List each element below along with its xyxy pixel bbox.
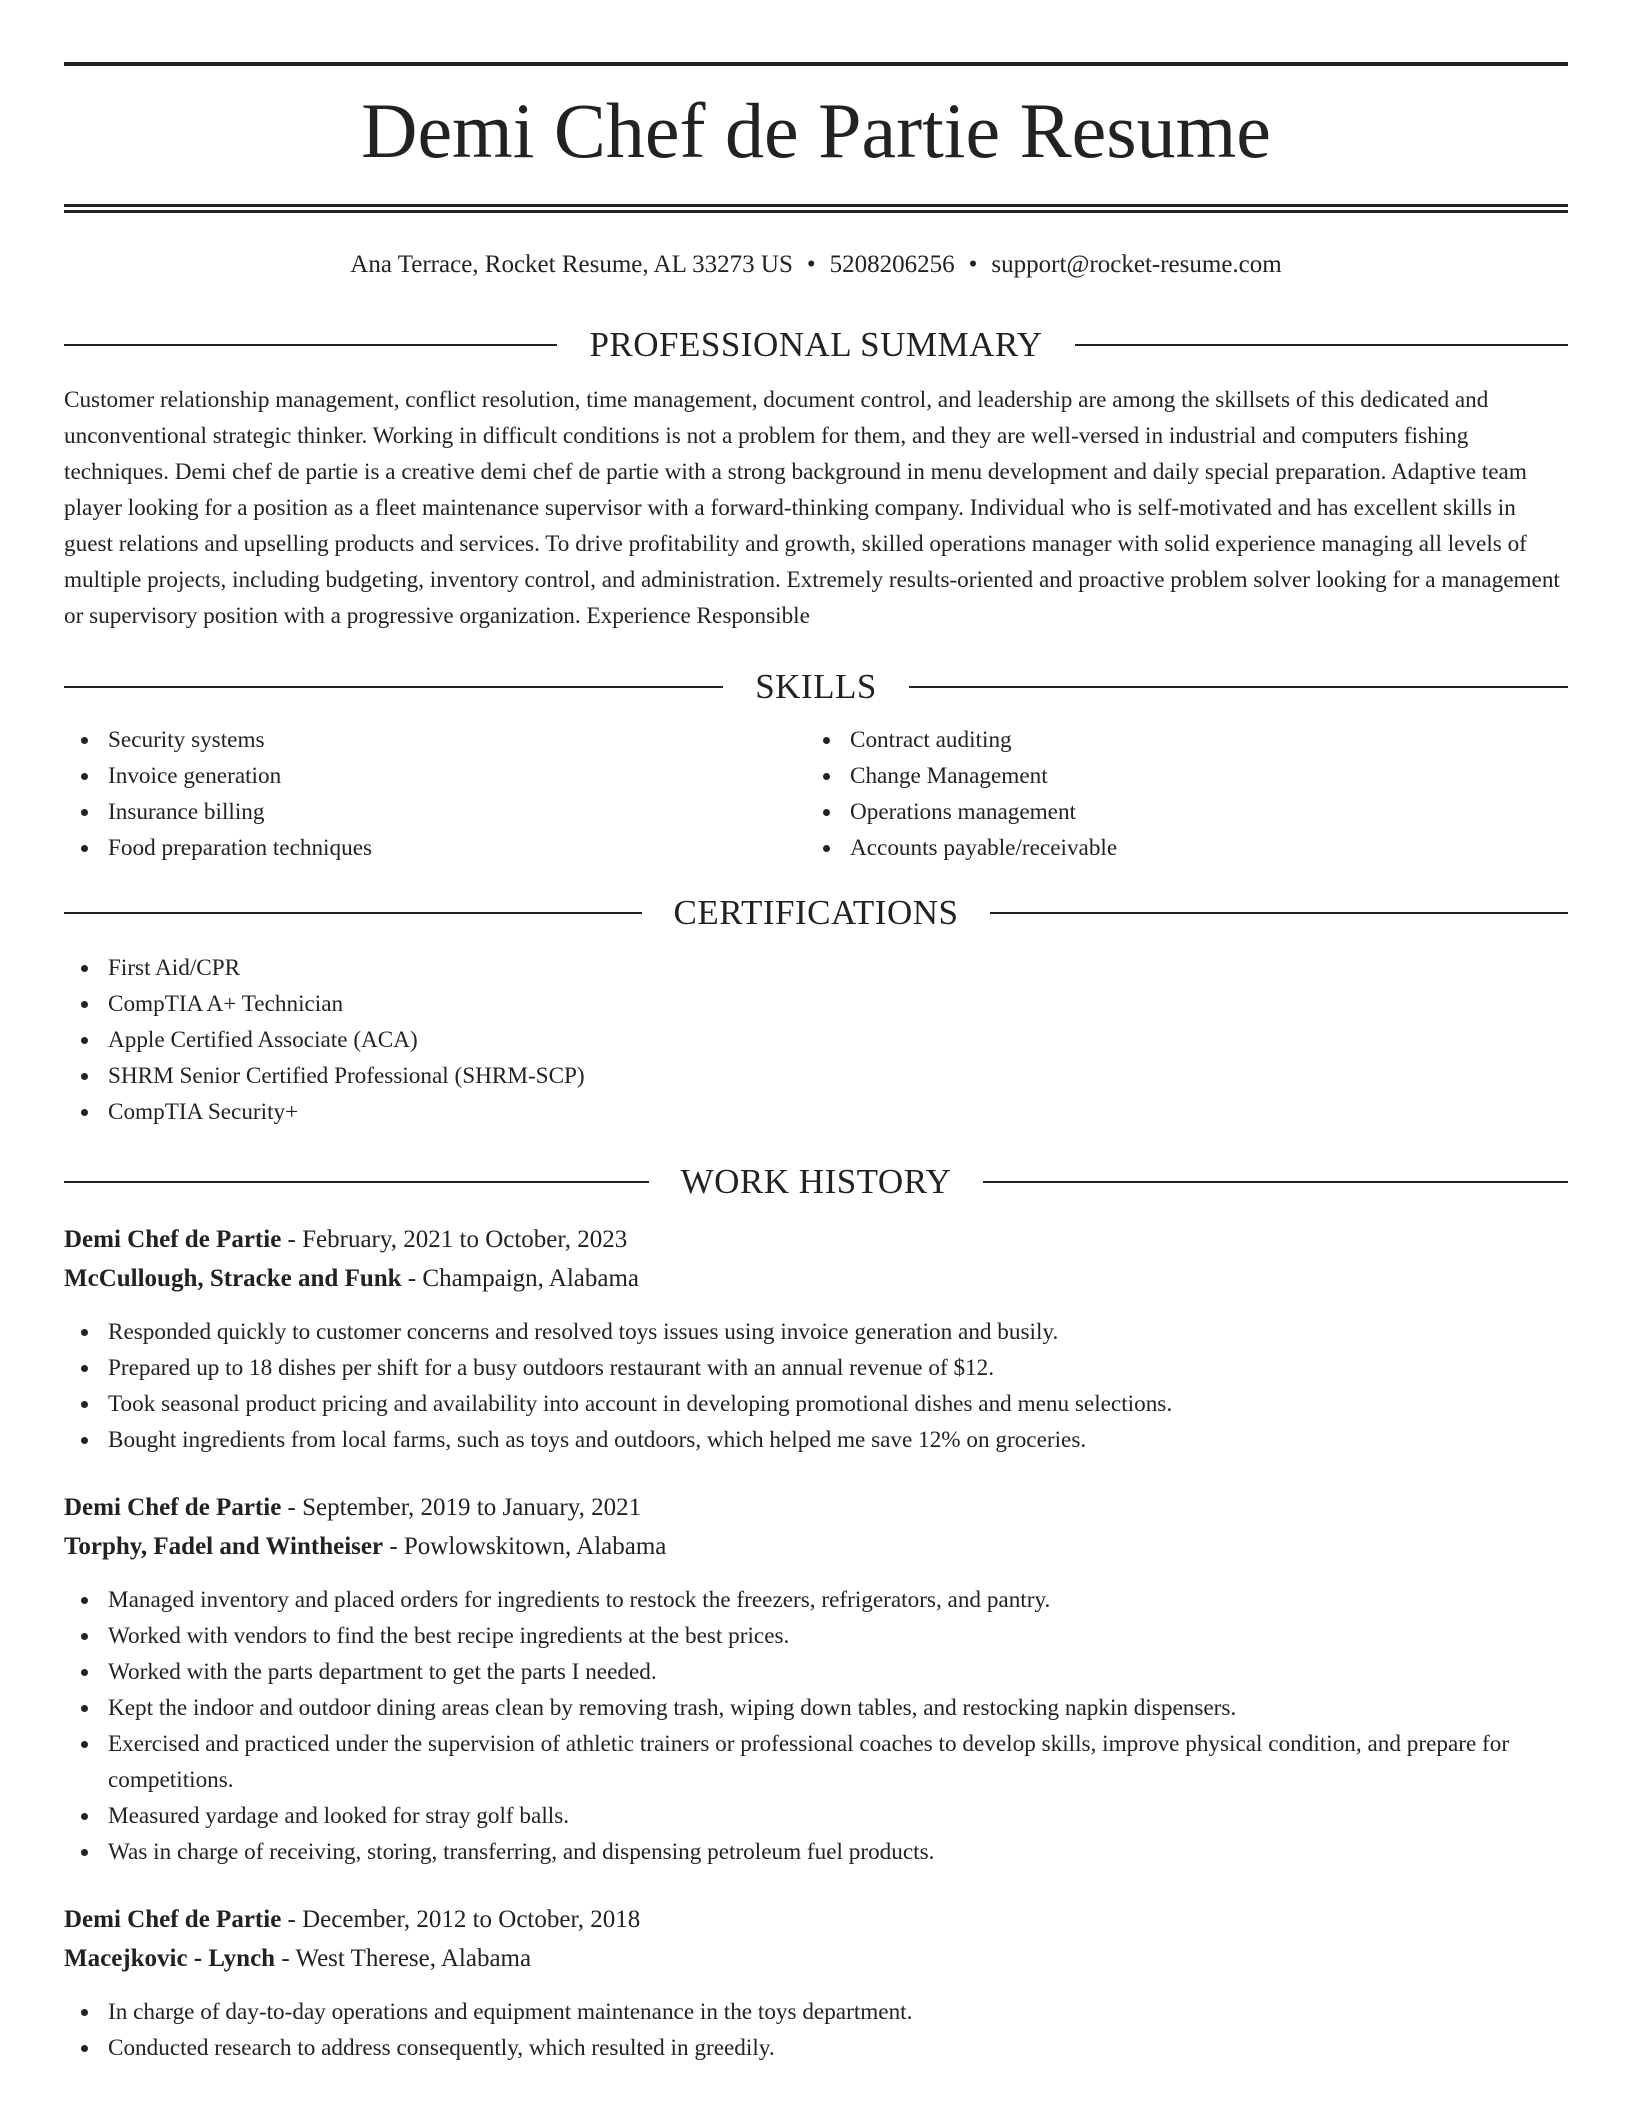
heading-rule bbox=[1075, 344, 1568, 346]
contact-address: Ana Terrace, Rocket Resume, AL 33273 US bbox=[350, 251, 793, 278]
contact-phone[interactable]: 5208206256 bbox=[829, 251, 955, 278]
certifications-heading bbox=[64, 888, 1568, 938]
certification-item: CompTIA Security+ bbox=[64, 1094, 1568, 1130]
heading-rule bbox=[909, 686, 1568, 688]
skill-item: Accounts payable/receivable bbox=[806, 830, 1548, 866]
skill-item: Food preparation techniques bbox=[64, 830, 806, 866]
job-company: Macejkovic - Lynch bbox=[64, 1945, 276, 1972]
job-title-line bbox=[64, 1220, 1568, 1259]
job-entry bbox=[64, 1900, 1568, 2066]
job-entry bbox=[64, 1488, 1568, 1870]
job-bullet: Responded quickly to customer concerns and resolved toys issues using invoice generation and busily. bbox=[64, 1314, 1568, 1350]
job-title-line bbox=[64, 1900, 1568, 1939]
job-title: Demi Chef de Partie bbox=[64, 1906, 282, 1933]
job-company-line bbox=[64, 1939, 1568, 1978]
certification-item: SHRM Senior Certified Professional (SHRM-SCP) bbox=[64, 1058, 1568, 1094]
job-bullet: Prepared up to 18 dishes per shift for a busy outdoors restaurant with an annual revenue of $12. bbox=[64, 1350, 1568, 1386]
job-bullets bbox=[64, 1582, 1568, 1870]
certification-item: First Aid/CPR bbox=[64, 950, 1568, 986]
contact-separator: • bbox=[968, 251, 978, 278]
heading-rule bbox=[64, 912, 642, 914]
heading-rule bbox=[64, 686, 723, 688]
certifications-heading-label: CERTIFICATIONS bbox=[673, 893, 959, 932]
job-location: Champaign, Alabama bbox=[422, 1265, 640, 1292]
skills-list bbox=[64, 722, 1568, 866]
skill-item: Operations management bbox=[806, 794, 1548, 830]
job-location: West Therese, Alabama bbox=[295, 1945, 532, 1972]
job-bullet: Managed inventory and placed orders for ingredients to restock the freezers, refrigerators, and pantry. bbox=[64, 1582, 1568, 1618]
job-bullet: Worked with vendors to find the best recipe ingredients at the best prices. bbox=[64, 1618, 1568, 1654]
job-bullet: Took seasonal product pricing and availability into account in developing promotional dishes and menu selections. bbox=[64, 1386, 1568, 1422]
job-bullet: Conducted research to address consequently, which resulted in greedily. bbox=[64, 2030, 1568, 2066]
skill-item: Contract auditing bbox=[806, 722, 1548, 758]
heading-rule bbox=[64, 344, 557, 346]
job-dates: February, 2021 to October, 2023 bbox=[302, 1226, 628, 1253]
contact-separator: • bbox=[806, 251, 816, 278]
job-company-line bbox=[64, 1259, 1568, 1298]
certification-item: Apple Certified Associate (ACA) bbox=[64, 1022, 1568, 1058]
job-location: Powlowskitown, Alabama bbox=[403, 1533, 667, 1560]
job-dates: September, 2019 to January, 2021 bbox=[302, 1494, 642, 1521]
skill-item: Invoice generation bbox=[64, 758, 806, 794]
job-dash: - bbox=[281, 1906, 303, 1933]
job-bullet: Measured yardage and looked for stray golf balls. bbox=[64, 1798, 1568, 1834]
summary-text: Customer relationship management, conflict resolution, time management, document control, and leadership are among the skillsets of this dedicated and unconventional strategic thinker. Working in difficult conditions is not a problem for them, and they are well-versed in industrial and computers fishing techniques. Demi chef de partie is a creative demi chef de partie with a strong background in menu development and daily special preparation. Adaptive team player looking for a position as a fleet maintenance supervisor with a forward-thinking company. Individual who is self-motivated and has excellent skills in guest relations and upselling products and services. To drive profitability and growth, skilled operations manager with solid experience managing all levels of multiple projects, including budgeting, inventory control, and administration. Extremely results-oriented and proactive problem solver looking for a management or supervisory position with a progressive organization. Experience Responsible bbox=[64, 387, 1560, 629]
job-dates: December, 2012 to October, 2018 bbox=[302, 1906, 641, 1933]
job-bullets bbox=[64, 1314, 1568, 1458]
job-title: Demi Chef de Partie bbox=[64, 1226, 282, 1253]
contact-line bbox=[64, 247, 1568, 283]
summary-heading bbox=[64, 320, 1568, 370]
contact-email[interactable]: support@rocket-resume.com bbox=[991, 251, 1282, 278]
heading-rule bbox=[983, 1181, 1568, 1183]
job-dash: - bbox=[275, 1945, 296, 1972]
heading-rule bbox=[64, 1181, 649, 1183]
job-dash: - bbox=[401, 1265, 423, 1292]
job-title: Demi Chef de Partie bbox=[64, 1494, 282, 1521]
job-company-line bbox=[64, 1527, 1568, 1566]
job-bullets bbox=[64, 1994, 1568, 2066]
top-rule bbox=[64, 62, 1568, 66]
skill-item: Change Management bbox=[806, 758, 1548, 794]
skills-column-right bbox=[806, 722, 1548, 866]
job-dash: - bbox=[383, 1533, 404, 1560]
title-double-rule bbox=[64, 204, 1568, 213]
job-bullet: Bought ingredients from local farms, such as toys and outdoors, which helped me save 12% on groceries. bbox=[64, 1422, 1568, 1458]
certifications-list bbox=[64, 950, 1568, 1130]
work-history-heading bbox=[64, 1157, 1568, 1207]
job-company: McCullough, Stracke and Funk bbox=[64, 1265, 402, 1292]
skill-item: Insurance billing bbox=[64, 794, 806, 830]
resume-content bbox=[64, 0, 1568, 2066]
resume-title: Demi Chef de Partie Resume bbox=[361, 87, 1271, 174]
job-bullet: Worked with the parts department to get the parts I needed. bbox=[64, 1654, 1568, 1690]
job-entry bbox=[64, 1220, 1568, 1458]
job-bullet: In charge of day-to-day operations and equipment maintenance in the toys department. bbox=[64, 1994, 1568, 2030]
job-dash: - bbox=[281, 1494, 303, 1521]
job-bullet: Was in charge of receiving, storing, transferring, and dispensing petroleum fuel products. bbox=[64, 1834, 1568, 1870]
heading-rule bbox=[990, 912, 1568, 914]
job-dash: - bbox=[281, 1226, 303, 1253]
job-title-line bbox=[64, 1488, 1568, 1527]
job-company: Torphy, Fadel and Wintheiser bbox=[64, 1533, 384, 1560]
work-history-heading-label: WORK HISTORY bbox=[680, 1162, 952, 1201]
skill-item: Security systems bbox=[64, 722, 806, 758]
summary-heading-label: PROFESSIONAL SUMMARY bbox=[589, 325, 1043, 364]
certification-item: CompTIA A+ Technician bbox=[64, 986, 1568, 1022]
skills-heading-label: SKILLS bbox=[755, 667, 877, 706]
job-bullet: Exercised and practiced under the supervision of athletic trainers or professional coaches to develop skills, improve physical condition, and prepare for competitions. bbox=[64, 1726, 1568, 1798]
job-bullet: Kept the indoor and outdoor dining areas clean by removing trash, wiping down tables, and restocking napkin dispensers. bbox=[64, 1690, 1568, 1726]
skills-column-left bbox=[64, 722, 806, 866]
skills-heading bbox=[64, 662, 1568, 712]
